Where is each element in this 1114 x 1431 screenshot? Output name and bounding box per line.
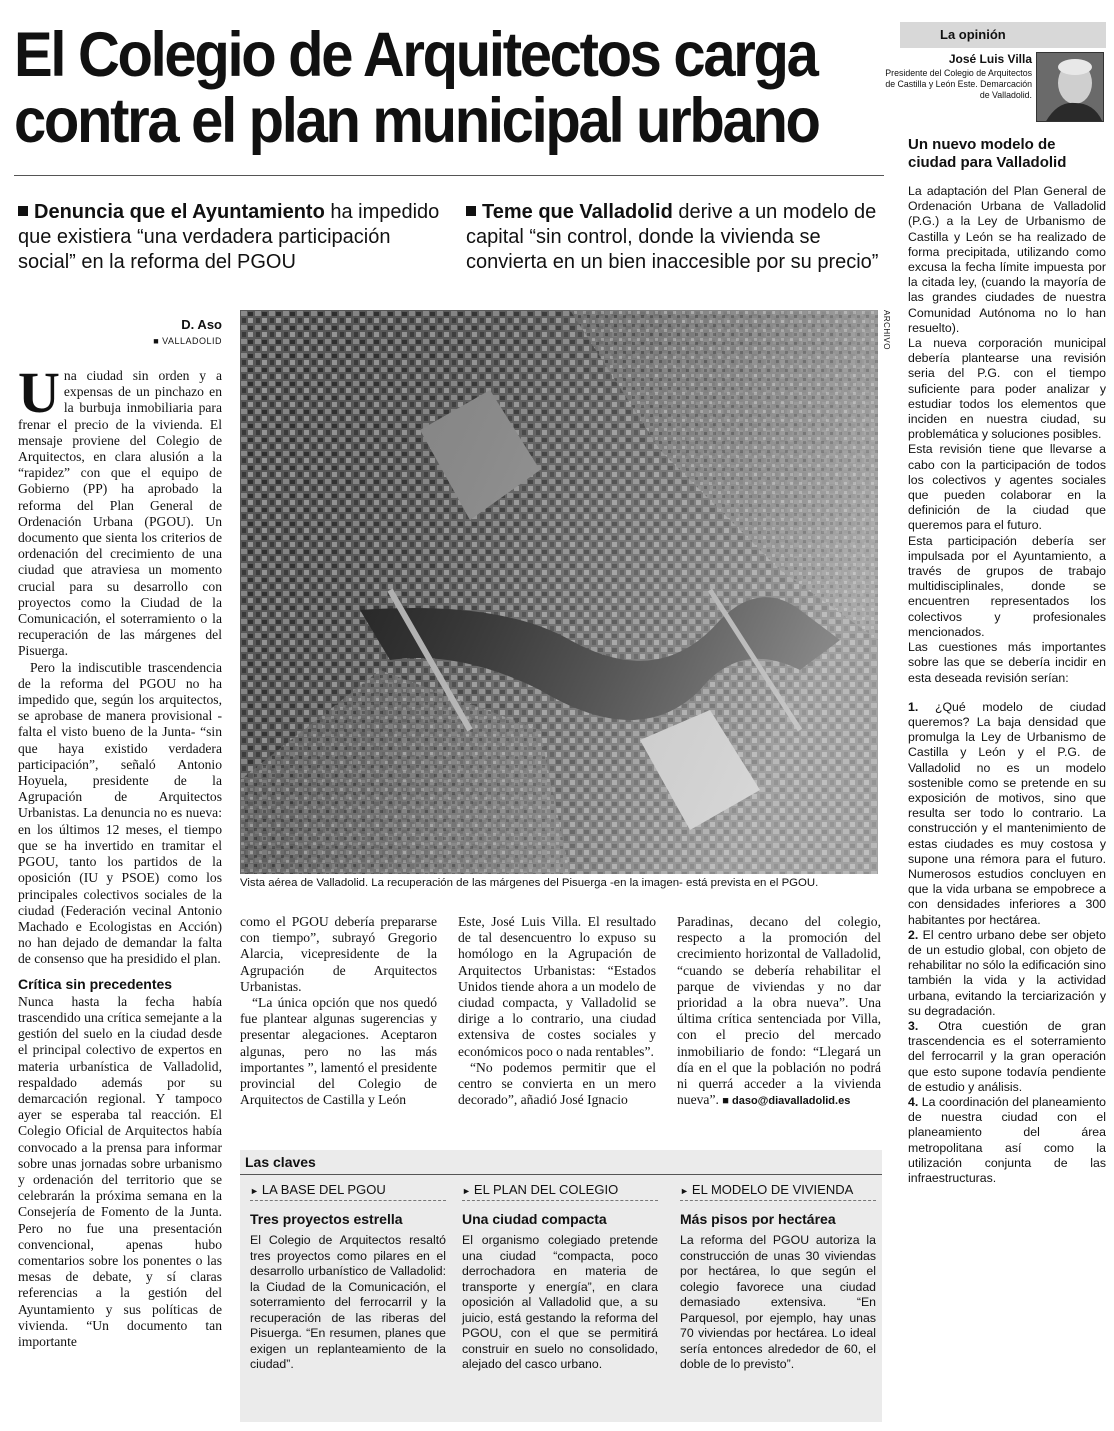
article-paragraph-text: Paradinas, decano del colegio, respecto a la promoción del crecimiento horizontal de Valladolid, “cuando se debería rehabilitar el parque de viviendas y no dar prioridad a la obra nueva”. Una última crítica sentenciada por Villa, con el precio del mercado inmobiliario de fondo: “Llegará un día en el que la población no podrá ni querrá acceder a la vivienda nueva”. xyxy=(677,914,881,1108)
key-point-title: Una ciudad compacta xyxy=(462,1211,607,1227)
opinion-point-text: El centro urbano debe ser objeto de un estudio global, con objeto de rehabilitar no sólo la edificación sino también la vida y la actividad urbana, evitando la terciarización y su degradación. xyxy=(908,927,1106,1018)
key-point xyxy=(250,1182,446,1373)
article-column-4 xyxy=(677,914,881,1109)
opinion-paragraph: Esta revisión tiene que llevarse a cabo con la participación de todos los colectivos y agentes sociales que pueden colaborar en la definición de la ciudad que queremos para el futuro. xyxy=(908,442,1106,533)
article-paragraph xyxy=(677,914,881,1109)
author-portrait-image xyxy=(1037,53,1104,122)
opinion-body xyxy=(900,184,1106,1186)
opinion-point-number: 1. xyxy=(908,699,919,714)
opinion-author-role: Presidente del Colegio de Arquitectos de Castilla y León Este. Demarcación de Valladolid. xyxy=(885,68,1032,100)
bullet-square-icon xyxy=(466,206,476,216)
deck-1-bold: Denuncia que el Ayuntamiento xyxy=(34,201,325,223)
key-points-title: Las claves xyxy=(245,1154,316,1170)
deck-1-text: ha impedido que existiera “una verdadera participación social” en la reforma del PGOU xyxy=(18,201,440,273)
key-point-body: El Colegio de Arquitectos resaltó tres proyectos como pilares en el desarrollo urbanístico de Valladolid: la Ciudad de la Comunicación, el soterramiento del ferrocarril y la recuperación de las riberas del Pisuerga. “En resumen, planes que exigen un replanteamiento de la ciudad”. xyxy=(250,1233,446,1371)
article-column-2 xyxy=(240,914,437,1108)
key-points-divider xyxy=(240,1174,882,1175)
opinion-point-text: ¿Qué modelo de ciudad queremos? La baja densidad que promulga la Ley de Urbanismo de Castilla y León y el P.G. de Valladolid no es un modelo sostenible como se pretende en su exposición de motivos, sino que resulta ser todo lo contrario. La construcción y el mantenimiento de estas ciudades es muy costosa y supone una rémora para el futuro. Numerosos estudios concluyen en que la vida urbana se empobrece a con densidades inferiores a 300 habitantes por hectárea. xyxy=(908,699,1106,927)
article-paragraph: Este, José Luis Villa. El resultado de tal desencuentro lo expuso su homólogo en la Agrupación de Arquitectos Urbanistas: “Estados Unidos tiende ahora a un modelo de ciudad compacta, y Valladolid se dirige a lo contrario, una ciudad extensiva de costes sociales y económicos poco o nada rentables”. xyxy=(458,914,656,1059)
author-email-text: daso@diavalladolid.es xyxy=(732,1095,851,1108)
deck-1 xyxy=(18,200,448,275)
article-paragraph: como el PGOU debería prepararse con tiempo”, subrayó Gregorio Alarcia, vicepresidente de la Agrupación de Arquitectos Urbanistas. xyxy=(240,914,437,994)
aerial-photo xyxy=(240,310,878,874)
article-subhead: Crítica sin precedentes xyxy=(18,975,173,992)
key-point-body: La reforma del PGOU autoriza la construcción de unas 30 viviendas por hectárea, lo que según el colegio favorece una ciudad demasiado extensiva. “En Parquesol, por ejemplo, hay unas 70 viviendas por hectárea. Lo ideal sería entonces alrededor de 60, el doble de lo previsto”. xyxy=(680,1233,876,1371)
key-point-label-text: EL PLAN DEL COLEGIO xyxy=(473,1182,619,1197)
opinion-point xyxy=(908,1095,1106,1186)
opinion-point-number: 3. xyxy=(908,1018,919,1033)
opinion-title: Un nuevo modelo de ciudad para Valladolid xyxy=(908,136,1067,171)
key-point xyxy=(680,1182,876,1373)
triangle-right-icon: ► xyxy=(462,1186,471,1196)
headline-divider xyxy=(14,175,884,176)
bullet-square-icon xyxy=(18,206,28,216)
opinion-point xyxy=(908,1019,1106,1095)
triangle-right-icon: ► xyxy=(680,1186,689,1196)
article-paragraph: “La única opción que nos quedó fue plantear algunas sugerencias y presentar alegaciones. Aceptaron algunas, pero no las más importantes ”, lamentó el presidente provincial del Colegio de Arquitectos de Castilla y León xyxy=(240,995,437,1108)
byline-author: D. Aso xyxy=(181,317,222,332)
key-point-label-text: LA BASE DEL PGOU xyxy=(261,1182,386,1197)
deck-2-text: derive a un modelo de capital “sin control, donde la vivienda se convierta en un bien inaccesible por su precio” xyxy=(466,201,879,273)
opinion-paragraph: Esta participación debería ser impulsada por el Ayuntamiento, a través de grupos de trabajo multidisciplinales, donde se encuentren representados los colectivos y profesionales mencionados. xyxy=(908,533,1106,639)
photo-caption: Vista aérea de Valladolid. La recuperación de las márgenes del Pisuerga -en la imagen- está prevista en el PGOU. xyxy=(240,877,819,889)
key-points-box xyxy=(240,1150,882,1422)
opinion-label: La opinión xyxy=(900,22,1106,48)
triangle-right-icon: ► xyxy=(250,1186,259,1196)
key-point-label xyxy=(680,1182,876,1201)
byline-place-text: VALLADOLID xyxy=(162,336,222,346)
article-paragraph-text: na ciudad sin orden y a expensas de un pinchazo en la burbuja inmobiliaria para frenar el precio de la vivienda. El mensaje proviene del Colegio de Arquitectos, en clara alusión a la “rapidez” con que el equipo de Gobierno (PP) ha aprobado la reforma del Plan General de Ordenación Urbana (PGOU). Un documento que sienta los criterios de ordenación del crecimiento de una ciudad que atraviesa un momento crucial para su desarrollo con proyectos como la Ciudad de la Comunicación, el soterramiento o la recuperación de las márgenes del Pisuerga. xyxy=(18,368,222,659)
headline-line-2: contra el plan municipal urbano xyxy=(14,86,819,156)
key-point-label-text: EL MODELO DE VIVIENDA xyxy=(691,1182,854,1197)
key-point-label xyxy=(250,1182,446,1201)
headline xyxy=(14,20,819,156)
opinion-paragraph: Las cuestiones más importantes sobre las que se debería incidir en esta deseada revisión serían: xyxy=(908,640,1106,685)
photo-credit: ARCHIVO xyxy=(882,310,891,350)
article-column-3 xyxy=(458,914,656,1108)
article-paragraph xyxy=(18,360,222,660)
key-point-title: Tres proyectos estrella xyxy=(250,1211,403,1227)
opinion-point-number: 4. xyxy=(908,1094,919,1109)
key-point-body: El organismo colegiado pretende una ciudad “compacta, poco derrochadora en materia de transporte y energía”, en clara oposición al Valladolid que, a su juicio, está gestando la reforma del PGOU, con el que se permitirá construir en suelo no consolidado, alejado del casco urbano. xyxy=(462,1233,658,1371)
drop-cap: U xyxy=(18,360,60,425)
byline-place: ■ VALLADOLID xyxy=(153,336,222,346)
opinion-point xyxy=(908,700,1106,928)
opinion-author-block xyxy=(885,52,1106,112)
key-point-title: Más pisos por hectárea xyxy=(680,1211,836,1227)
headline-line-1: El Colegio de Arquitectos carga xyxy=(14,20,817,90)
opinion-point-text: La coordinación del planeamiento de nuestra ciudad con el planeamiento del área metropolitana así como la utilización conjunta de las infraestructuras. xyxy=(908,1094,1107,1185)
deck-2-bold: Teme que Valladolid xyxy=(482,201,673,223)
opinion-point-text: Otra cuestión de gran trascendencia es el soterramiento del ferrocarril y la gran operación que esto supone todavía pendiente de estudio y análisis. xyxy=(908,1018,1106,1094)
deck-2 xyxy=(466,200,886,275)
article-paragraph: Nunca hasta la fecha había trascendido una crítica semejante a la gestión del suelo en la ciudad desde el principal colectivo de expertos en materia urbanística de Valladolid, respaldado además por su demarcación regional. Y tampoco ayer se esperaba tal reacción. El Colegio Oficial de Arquitectos había convocado a la prensa para informar sobre unas jornadas sobre urbanismo y ordenación del territorio que se celebrarán la próxima semana en la Consejería de Fomento de la Junta. Pero no fue una presentación convencional, apenas hubo comentarios sobre los ponentes o las mesas de debate, y sí claras referencias a la gestión del Ayuntamiento y sus políticas de vivienda. “Un documento tan importante xyxy=(18,993,222,1349)
article-column-1 xyxy=(18,360,222,1350)
opinion-author-name: José Luis Villa xyxy=(948,52,1032,66)
opinion-point-number: 2. xyxy=(908,927,919,942)
author-email: ■ daso@diavalladolid.es xyxy=(722,1095,851,1108)
opinion-paragraph: La adaptación del Plan General de Ordenación Urbana de Valladolid (P.G.) a la Ley de Urbanismo de Castilla y León se ha realizado de forma precipitada, utilizando como excusa la fecha límite impuesta por la citada ley, (cuando la mayoría de las grandes ciudades de nuestra Comunidad Autónoma no lo han resuelto). xyxy=(908,184,1106,335)
opinion-point xyxy=(908,928,1106,1019)
article-paragraph: “No podemos permitir que el centro se convierta en un mero decorado”, añadió José Ignacio xyxy=(458,1059,656,1108)
article-paragraph: Pero la indiscutible trascendencia de la reforma del PGOU no ha impedido que, según los arquitectos, se aprobase de manera provisional -falta el visto bueno de la Junta- “sin que haya existido verdadera participación”, señaló Antonio Hoyuela, presidente de la Agrupación de Arquitectos Urbanistas. La denuncia no es nueva: en los últimos 12 meses, el tiempo que se ha invertido en tramitar el PGOU, tanto los partidos de la oposición (IU y PSOE) como los principales colectivos sociales de la ciudad (Federación vecinal Antonio Machado e Ecologistas en Acción) no han dejado de demandar la falta de consenso que ha presidido el plan. xyxy=(18,659,222,967)
key-point-label xyxy=(462,1182,658,1201)
key-point xyxy=(462,1182,658,1373)
author-portrait xyxy=(1036,52,1104,122)
opinion-paragraph: La nueva corporación municipal debería plantearse una revisión seria del P.G. con el tiempo suficiente para poder analizar y estudiar todos los elementos que inciden en nuestra ciudad, su problemática y soluciones posibles. xyxy=(908,336,1106,442)
aerial-city-image xyxy=(240,310,878,874)
